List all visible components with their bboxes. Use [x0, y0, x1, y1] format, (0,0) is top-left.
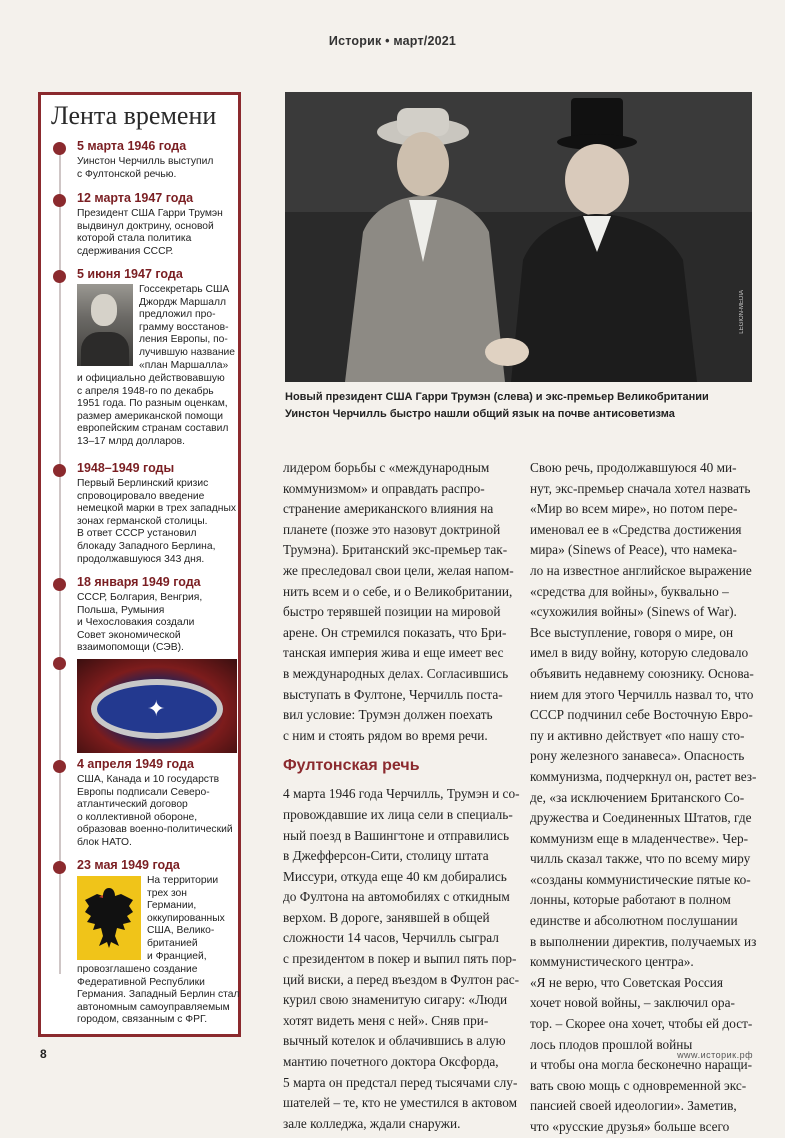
event-date: 4 апреля 1949 года: [77, 757, 194, 771]
nato-star-icon: ✦: [147, 697, 166, 722]
event-text: США, Канада и 10 государств Европы подписали Северо- атлантический договор о коллективной обороне, образовав военно-политический блок НАТО.: [77, 774, 233, 848]
article-column-1: лидером борьбы с «международным коммунизмом» и оправдать распро- странение американского влияния на планете (позже это назовут доктриной Трумэна). Британский экс-премьер так- же преследовал свои цели, желая напом- нить всем и о себе, и о Великобритании, быстро терявшей позиции на мировой арене. Он стремился показать, что Бри- танская империя жива и еще имеет вес в международных делах. Согласившись выступать в Фултоне, Черчилль поста- вил условие: Трумэн должен поехать с ним и стоять рядом во время речи. Фултонская речь 4 марта 1946 года Черчилль, Трумэн и со- провождавшие их лица сели в специаль- ный поезд в Вашингтоне и отправились в Джефферсон-Сити, столицу штата Миссури, откуда еще 40 км добирались до Фултона на автомобилях с откидным верхом. В дороге, занявшей в общей сложности 14 часов, Черчилль сыграл с президентом в покер и выпил пять пор- ций виски, а перед въездом в Фултон рас- курил свою знаменитую сигару: «Люди хотят видеть меня с ней». Сняв при- вычный котелок и облачившись в алую мантию почетного доктора Оксфорда, 5 марта он предстал перед тысячами слу- шателей – те, кто не уместился в актовом зале колледжа, ждали снаружи.: [283, 460, 520, 1131]
event-date: 5 июня 1947 года: [77, 267, 183, 281]
event-text: Первый Берлинский кризис спровоцировало введение немецкой марки в трех западных зонах германской столицы. В ответ СССР установил блокаду Западного Берлина, продолжавшуюся 343 дня.: [77, 478, 237, 565]
event-text: и официально действовавшую с апреля 1948-го по декабрь 1951 года. По разным оценкам, размер американской помощи европейским странам составил 13–17 млрд долларов.: [77, 373, 229, 447]
running-header: Историк • март/2021: [328, 34, 457, 48]
nato-summit-photo: [77, 659, 237, 753]
timeline-dot: [53, 464, 66, 477]
site-url: www.историк.рф: [677, 1050, 753, 1060]
german-eagle-emblem: [77, 876, 141, 960]
marshall-portrait: [77, 284, 133, 366]
event-date: 5 марта 1946 года: [77, 139, 187, 153]
timeline-dot: [53, 578, 66, 591]
timeline-dot: [53, 861, 66, 874]
photo-caption: Новый президент США Гарри Трумэн (слева) и экс-премьер Великобритании Уинстон Черчилль быстро нашли общий язык на почве антисоветизма: [285, 391, 709, 420]
timeline-dot: [53, 142, 66, 155]
event-text-side: На территории трех зон Германии, оккупированных США, Велико- британией и Францией,: [147, 875, 225, 962]
event-date: 12 марта 1947 года: [77, 191, 194, 205]
event-text: провозглашено создание Федеративной Республики Германия. Западный Берлин стал автономным самоуправляемым городом, связанным с ФРГ.: [77, 964, 240, 1026]
article-column-2: Свою речь, продолжавшуюся 40 ми- нут, экс-премьер сначала хотел назвать «Мир во всем мире», но потом пере- именовал ее в «Средства достижения мира» (Sinews of Peace), что намека- ло на известное английское выражение «средства для войны», буквально – «сухожилия войны» (Sinews of War). Все выступление, говоря о мире, он имел в виду войну, которую следовало объявить недавнему союзнику. Основа- нием для этого Черчилль назвал то, что СССР подчинил себе Восточную Евро- пу и активно действует «по нашу сто- рону железного занавеса». Опасность коммунизма, подчеркнул он, растет вез- де, «за исключением Британского Со- дружества и Соединенных Штатов, где коммунизм еще в младенчестве». Чер- чилль сказал также, что по всему миру «созданы коммунистические пятые ко- лонны, которые работают в полном единстве и абсолютном послушании в выполнении директив, получаемых из коммунистического центра». «Я не верю, что Советская Россия хочет новой войны, – заключил ора- тор. – Скорее она хочет, чтобы ей дост- лось плодов прошлой войны и чтобы она могла бесконечно наращи- вать свою мощь с одновременной экс- пансией своей идеологии». Заметив, что «русские друзья» больше всего: [530, 460, 757, 1134]
event-date: 23 мая 1949 года: [77, 858, 180, 872]
event-date: 18 января 1949 года: [77, 575, 201, 589]
event-text: Уинстон Черчилль выступил с Фултонской речью.: [77, 156, 214, 180]
timeline-dot: [53, 760, 66, 773]
timeline-dot: [53, 194, 66, 207]
event-date: 1948–1949 годы: [77, 461, 175, 475]
timeline-sidebar: [38, 92, 241, 1037]
event-text: Президент США Гарри Трумэн выдвинул доктрину, основой которой стала политика сдерживания СССР.: [77, 208, 223, 257]
event-text: СССР, Болгария, Венгрия, Польша, Румыния и Чехословакия создали Совет экономической взаимопомощи (СЭВ).: [77, 592, 203, 654]
photo-credit: LEGION-MEDIA: [739, 290, 745, 334]
truman-churchill-photo: [285, 92, 752, 382]
section-subheading: Фултонская речь: [283, 757, 420, 775]
event-text-side: Госсекретарь США Джордж Маршалл предложил про- грамму восстанов- ления Европы, по- лучившую название «план Маршалла»: [139, 284, 236, 371]
timeline-dot: [53, 657, 66, 670]
timeline-line: [59, 143, 61, 974]
page-number: 8: [40, 1047, 47, 1061]
timeline-title: Лента времени: [51, 101, 217, 130]
timeline-dot: [53, 270, 66, 283]
